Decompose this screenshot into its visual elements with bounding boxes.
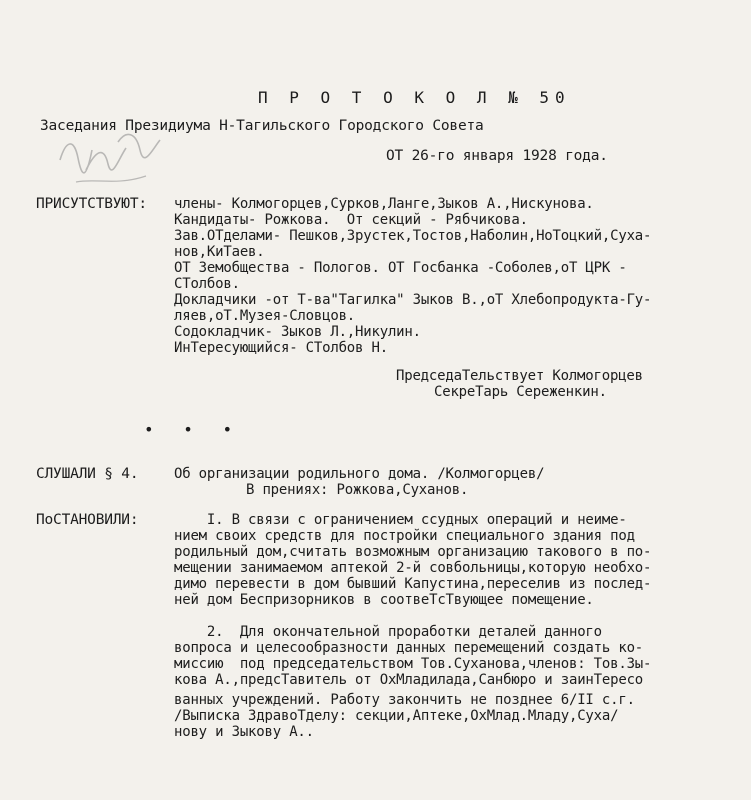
resolved-label: ПоСТАНОВИЛИ: [36,512,139,528]
ellipsis: • • • [144,420,243,439]
attendance-line: члены- Колмогорцев,Сурков,Ланге,Зыков А.,Нискунова. [174,196,594,212]
resolved-line: вопроса и целесообразности данных перемещений создать ко- [174,640,644,656]
resolved-line: нием своих средств для постройки специального здания под [174,528,635,544]
resolved-line: ней дом Беспризорников в соотвеТсТвующее помещение. [174,592,594,608]
attendance-line: Содокладчик- Зыков Л.,Никулин. [174,324,421,340]
chair-line: ПредседаТельствует Колмогорцев [396,368,643,384]
resolved-line: миссию под председательством Тов.Суханова,членов: Тов.Зы- [174,656,652,672]
secretary-line: СекреТарь Сереженкин. [434,384,607,400]
document-title: П Р О Т О К О Л № 50 [258,88,571,107]
attendance-line: СТолбов. [174,276,240,292]
heard-label: СЛУШАЛИ § 4. [36,466,139,482]
attendance-line: нов,КиТаев. [174,244,265,260]
attendance-line: ляев,оТ.Музея-Словцов. [174,308,356,324]
attendance-line: Зав.ОТделами- Пешков,Зрустек,Тостов,Наболин,НоТоцкий,Суха- [174,228,652,244]
handwritten-margin-note-icon [56,120,166,200]
resolved-line: мещении занимаемом аптекой 2-й совбольницы,которую необхо- [174,560,652,576]
document-date: ОТ 26-го января 1928 года. [386,148,608,164]
resolved-line: родильный дом,считать возможным организацию такового в по- [174,544,652,560]
heard-line: Об организации родильного дома. /Колмогорцев/ [174,466,545,482]
heard-line: В прениях: Рожкова,Суханов. [246,482,469,498]
resolved-line: кова А.,предсТавитель от ОхМладилада,Санбюро и заинТересо [174,672,644,688]
resolved-line: ванных учреждений. Работу закончить не позднее 6/II с.г. [174,692,635,708]
document-subtitle: Заседания Президиума Н-Тагильского Городского Совета [40,118,484,134]
attendance-line: ИнТересующийся- СТолбов Н. [174,340,388,356]
resolved-line: димо перевести в дом бывший Капустина,переселив из послед- [174,576,652,592]
attendance-line: ОТ Земобществa - Пологов. ОТ Госбанка -Соболев,оТ ЦРК - [174,260,627,276]
resolved-line: I. В связи с ограничением ссудных операций и неиме- [174,512,627,528]
resolved-line: 2. Для окончательной проработки деталей данного [174,624,602,640]
attendance-line: Докладчики -от Т-ва"Тагилка" Зыков В.,оТ Хлебопродукта-Гу- [174,292,652,308]
resolved-line: нову и Зыкову А.. [174,724,314,740]
attendance-label: ПРИСУТСТВУЮТ: [36,196,147,212]
attendance-line: Кандидаты- Рожкова. От секций - Рябчикова. [174,212,528,228]
resolved-line: /Выписка ЗдравоТделу: секции,Аптеке,ОхМлад.Младу,Суха/ [174,708,619,724]
